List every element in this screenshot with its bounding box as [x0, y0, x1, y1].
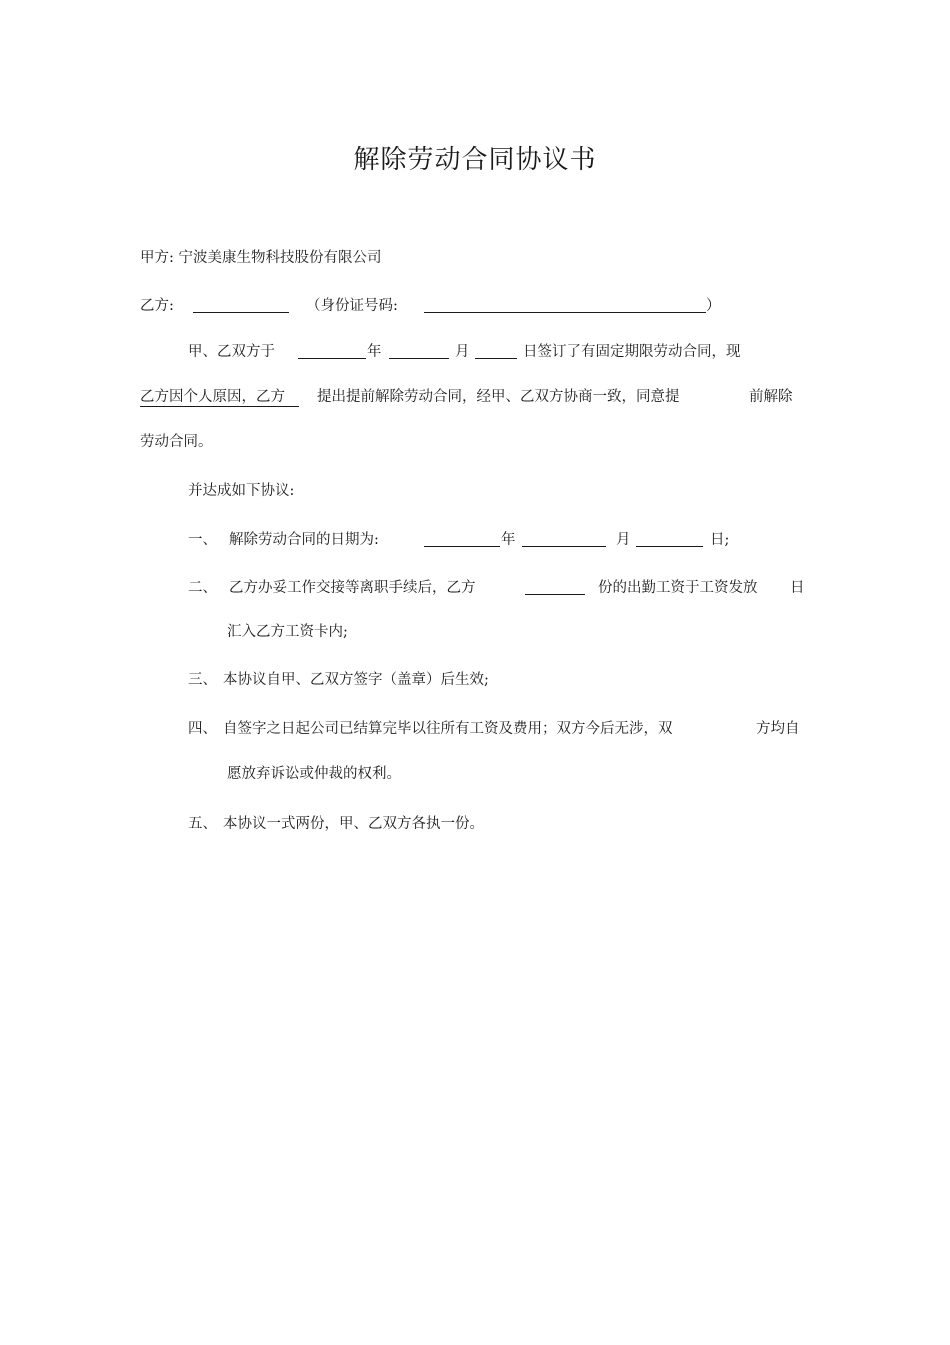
intro-line3: 劳动合同。: [140, 434, 213, 450]
intro-year-blank[interactable]: [298, 344, 366, 359]
intro-month-blank[interactable]: [389, 344, 449, 359]
party-b-label: 乙方:: [140, 298, 174, 314]
clause-2-text-end: 日: [790, 580, 805, 596]
clause-4-text: 自签字之日起公司已结算完毕以往所有工资及费用；双方今后无涉，双: [223, 721, 673, 737]
intro-line2-underlined-text: 乙方因个人原因，乙方: [140, 389, 285, 405]
clause-4-text-end: 方均自: [756, 721, 800, 737]
agreement-intro: 并达成如下协议:: [188, 483, 295, 499]
intro-day-blank[interactable]: [475, 344, 517, 359]
intro-line2-underlined: [140, 387, 299, 407]
party-b-id-blank[interactable]: [424, 298, 706, 313]
document-title: 解除劳动合同协议书: [353, 145, 597, 175]
party-a-value: 宁波美康生物科技股份有限公司: [178, 250, 382, 266]
intro-line1-start: 甲、乙双方于: [188, 344, 275, 360]
clause-2-text-mid: 份的出勤工资于工资发放: [598, 580, 758, 596]
clause-2-month-blank[interactable]: [525, 580, 585, 595]
intro-month-label: 月: [455, 344, 470, 360]
party-b-id-label: （身份证号码:: [306, 298, 398, 314]
intro-line1-end: 日签订了有固定期限劳动合同，现: [523, 344, 741, 360]
party-b-name-blank[interactable]: [193, 298, 289, 313]
clause-1-num: 一、: [188, 532, 217, 548]
clause-1-year: 年: [501, 532, 516, 548]
clause-1-month: 月: [616, 532, 631, 548]
clause-2-text: 乙方办妥工作交接等离职手续后，乙方: [229, 580, 476, 596]
party-b-line: [140, 296, 174, 316]
intro-year-label: 年: [367, 344, 382, 360]
clause-4-cont: 愿放弃诉讼或仲裁的权利。: [227, 766, 401, 782]
clause-2-cont: 汇入乙方工资卡内;: [227, 624, 348, 640]
clause-3-text: 本协议自甲、乙双方签字（盖章）后生效;: [223, 672, 489, 688]
clause-1-text: 解除劳动合同的日期为:: [229, 532, 379, 548]
clause-1-day: 日;: [710, 532, 730, 548]
clause-1-month-blank[interactable]: [522, 532, 606, 547]
clause-4-num: 四、: [188, 721, 217, 737]
party-a-line: [140, 248, 382, 268]
clause-2-num: 二、: [188, 580, 217, 596]
intro-line2-mid: 提出提前解除劳动合同，经甲、乙双方协商一致，同意提: [317, 389, 680, 405]
clause-5-text: 本协议一式两份，甲、乙双方各执一份。: [223, 816, 484, 832]
clause-1-year-blank[interactable]: [424, 532, 500, 547]
clause-1-day-blank[interactable]: [636, 532, 703, 547]
party-b-id-close: ）: [706, 298, 721, 314]
clause-3-num: 三、: [188, 672, 217, 688]
party-a-label: 甲方:: [140, 250, 174, 266]
intro-line2-end: 前解除: [749, 389, 793, 405]
clause-5-num: 五、: [188, 816, 217, 832]
